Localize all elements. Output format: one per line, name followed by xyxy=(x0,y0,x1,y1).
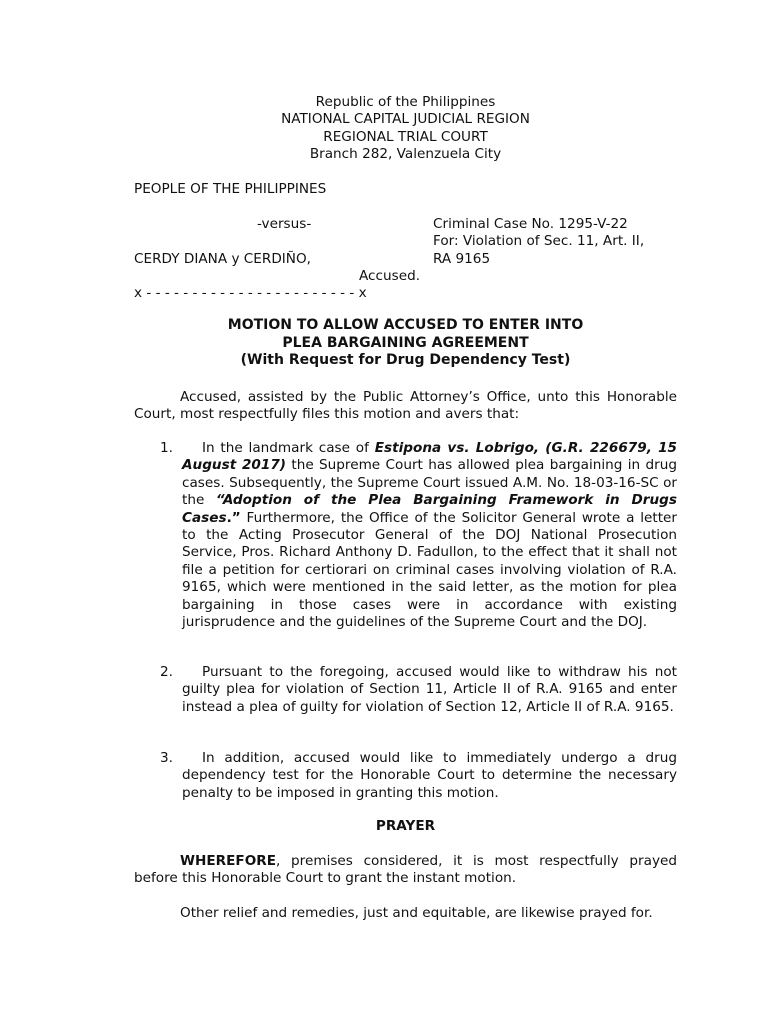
prayer-heading: PRAYER xyxy=(375,818,436,834)
case-details xyxy=(433,216,683,268)
header-branch: Branch 282, Valenzuela City xyxy=(309,146,502,163)
prayer-paragraph: WHEREFORE, premises considered, it is most respectfully prayed before this Honorable Court to grant the instant motion. xyxy=(134,853,677,887)
title-line3: (With Request for Drug Dependency Test) xyxy=(240,352,571,369)
intro-paragraph: Accused, assisted by the Public Attorney’s Office, unto this Honorable Court, most respectfully files this motion and avers that: xyxy=(134,389,677,423)
accused-label: Accused. xyxy=(359,268,421,284)
title-line2: PLEA BARGAINING AGREEMENT xyxy=(282,334,529,351)
plaintiff-name: PEOPLE OF THE PHILIPPINES xyxy=(134,181,327,197)
accused-name: CERDY DIANA y CERDIÑO, xyxy=(134,251,311,267)
item-number: 2. xyxy=(160,664,173,680)
header-region: NATIONAL CAPITAL JUDICIAL REGION xyxy=(281,111,530,128)
list-item-1 xyxy=(134,440,677,631)
header-court: REGIONAL TRIAL COURT xyxy=(323,128,488,145)
case-number: Criminal Case No. 1295-V-22 xyxy=(433,216,628,232)
title-line1: MOTION TO ALLOW ACCUSED TO ENTER INTO xyxy=(227,317,584,333)
header-republic: Republic of the Philippines xyxy=(315,94,496,110)
motion-title xyxy=(134,317,677,370)
versus-label: -versus- xyxy=(257,216,312,232)
list-item-2 xyxy=(134,664,677,716)
case-citation: Estipona vs. Lobrigo, (G.R. 226679, 15 August 2017) xyxy=(182,440,677,474)
framework-title: “Adoption of the Plea Bargaining Framework in Drugs Cases xyxy=(182,492,677,526)
wherefore-word: WHEREFORE xyxy=(180,853,277,869)
court-header xyxy=(134,94,677,164)
item-text: In the landmark case of Estipona vs. Lobrigo, (G.R. 226679, 15 August 2017) the Supreme Court has allowed plea bargaining in drug cases. Subsequently, the Supreme Court issued A.M. No. 18-03-16-SC or the “Adoption of the Plea Bargaining Framework in Drugs Cases.” Furthermore, the Office of the Solicitor General wrote a letter to the Acting Prosecutor General of the DOJ National Prosecution Service, Pros. Richard Anthony D. Fadullon, to the effect that it shall not file a petition for certiorari on criminal cases involving violation of R.A. 9165, which were mentioned in the said letter, as the motion for plea bargaining in those cases were in accordance with existing jurisprudence and the guidelines of the Supreme Court and the DOJ. xyxy=(182,440,677,631)
case-charge-line2: RA 9165 xyxy=(433,250,491,267)
case-charge-line1: For: Violation of Sec. 11, Art. II, xyxy=(433,233,645,250)
list-item-3 xyxy=(134,750,677,802)
item-number: 3. xyxy=(160,750,173,766)
item-text: In addition, accused would like to immediately undergo a drug dependency test for the Honorable Court to determine the necessary penalty to be imposed in granting this motion. xyxy=(182,750,677,801)
other-relief-paragraph: Other relief and remedies, just and equitable, are likewise prayed for. xyxy=(180,905,653,921)
caption-separator: x - - - - - - - - - - - - - - - - - - - - - - - x xyxy=(134,285,367,301)
item-number: 1. xyxy=(160,440,173,456)
item-text: Pursuant to the foregoing, accused would like to withdraw his not guilty plea for violation of Section 11, Article II of R.A. 9165 and enter instead a plea of guilty for violation of Section 12, Article II of R.A. 9165. xyxy=(182,664,677,715)
